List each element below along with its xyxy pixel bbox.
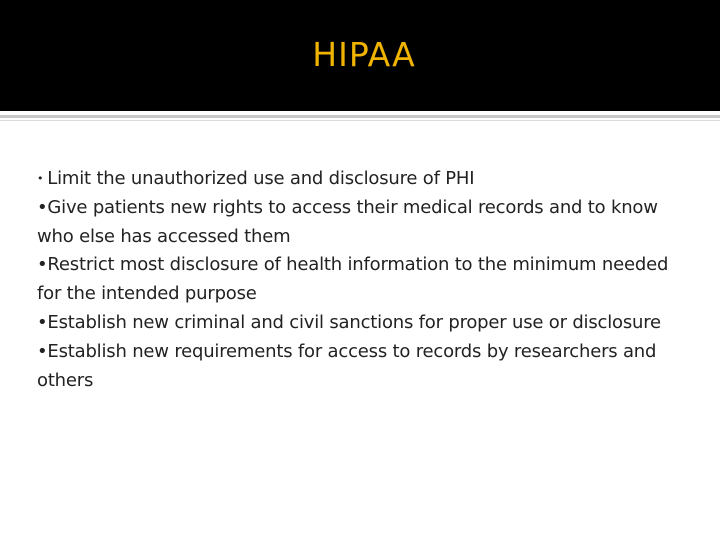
bullet-item (37, 338, 677, 396)
divider-line (0, 115, 720, 118)
bullet-text: Give patients new rights to access their medical records and to know who else has accessed them (37, 196, 658, 247)
bullet-text: Limit the unauthorized use and disclosure of PHI (47, 168, 475, 189)
bullet-icon: • (37, 196, 48, 218)
bullet-item (37, 165, 677, 194)
bullet-icon: • (37, 311, 48, 333)
bullet-icon: • (37, 172, 44, 185)
slide-title: HIPAA (312, 35, 416, 74)
bullet-icon: • (37, 340, 48, 362)
bullet-item (37, 309, 677, 338)
bullet-item (37, 251, 677, 309)
bullet-item (37, 194, 677, 252)
divider-line-thin (0, 120, 720, 121)
bullet-icon: • (37, 254, 48, 276)
bullet-list (37, 165, 677, 395)
bullet-text: Establish new requirements for access to records by researchers and others (37, 340, 657, 391)
bullet-text: Restrict most disclosure of health information to the minimum needed for the intended purpose (37, 254, 669, 305)
title-bar (0, 0, 720, 111)
bullet-text: Establish new criminal and civil sanctions for proper use or disclosure (47, 311, 661, 333)
